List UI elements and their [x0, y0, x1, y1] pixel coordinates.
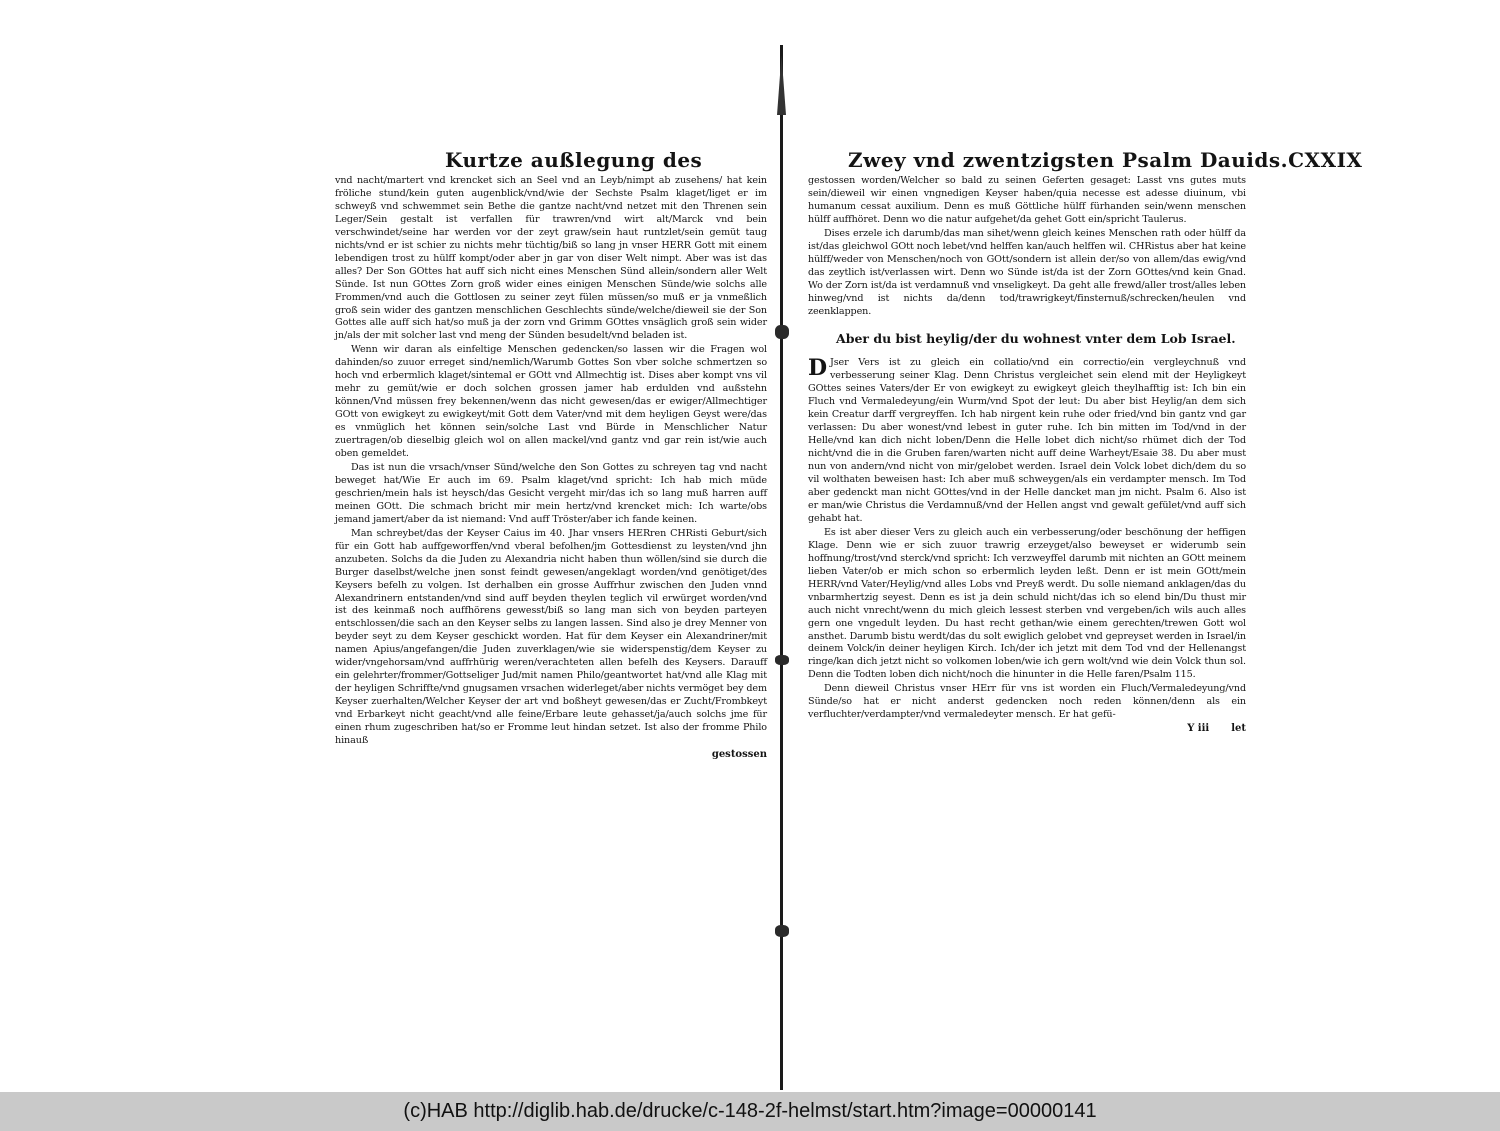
book-gutter — [775, 45, 789, 1090]
paragraph — [808, 357, 1246, 525]
paragraph: Denn dieweil Christus vnser HErr für vns ist worden ein Fluch/Vermaledeyung/vnd Sünde/so hat er nicht anderst gedencken noch reden können/denn als ein verfluchter/verdampter/vnd vermaledeyter mensch. Er hat gefü- — [808, 683, 1246, 721]
paragraph: Das ist nun die vrsach/vnser Sünd/welche den Son Gottes zu schreyen tag vnd nacht beweget hat/Wie Er auch im 69. Psalm klaget/vnd spricht: Ich hab mich müde geschrien/mein hals ist heysch/das Gesicht vergeht mir/das ich so lang muß harren auff meinen GOtt. Die schmach bricht mir mein hertz/vnd krencket mich: Ich warte/obs jemand jamert/aber da ist niemand: Vnd auff Tröster/aber ich fande keinen. — [335, 461, 767, 525]
right-page-body — [808, 175, 1246, 318]
paragraph: Man schreybet/das der Keyser Caius im 40. Jhar vnsers HERren CHRisti Geburt/sich für ein Gott hab auffgeworffen/vnd vberal befolhen/jm Gottesdienst zu leysten/vnd jhn anzubeten. Solchs da die Juden zu Alexandria nicht haben thun wöllen/sind sie durch die Burger daselbst/welche jnen sonst feindt gewesen/angeklagt worden/vnd genötiget/des Keysers befelh zu volgen. Ist derhalben ein grosse Auffrhur zwischen den Juden vnnd Alexandrinern entstanden/vnd sind auff beyden theylen teglich vil erwürget worden/vnd ist des keinmaß noch auffhörens gewesst/biß so lang man sich von beyden parteyen entschlossen/die sach an den Keyser selbs zu langen lassen. Sind also je drey Menner von beyder seyt zu dem Keyser geschickt worden. Hat für dem Keyser ein Alexandriner/mit namen Apius/angefangen/die Juden zuverklagen/wie sie widerspenstig/dem Keyser zu wider/vngehorsam/vnd auffrhürig weren/verachteten allen befelh des Keysers. Darauff ein gelehrter/frommer/Gottseliger Jud/mit namen Philo/geantwortet hat/vnd alle Klag mit der heyligen Schriffte/vnd gnugsamen vrsachen widerleget/aber nichts vermöget bey dem Keyser zuerhalten/Welcher Keyser der art vnd boßheyt gewesen/das er Zucht/Frombkeyt vnd Erbarkeyt nicht geacht/vnd alle feine/Erbare leute gehasset/ja/auch solchs jme für einen rhum zugeschriben hat/so er Fromme leut hindan setzet. Ist also der fromme Philo hinauß — [335, 527, 767, 746]
left-catchword: gestossen — [711, 748, 767, 760]
paragraph: vnd nacht/martert vnd krencket sich an Seel vnd an Leyb/nimpt ab zusehens/ hat kein fröliche stund/kein guten augenblick/vnd/wie der Sechste Psalm klaget/liget er im schweyß vnd schwemmet sein Bethe die gantze nacht/vnd netzet mit den Threnen sein Leger/Sein gestalt ist verfallen für trawren/vnd wirt alt/Marck vnd bein verschwindet/seine har werden vor der zeyt graw/sein haut runtzlet/sein gemüt taug nichts/vnd er ist schier zu nichts mehr tüchtig/biß so lang jn vnser HERR Gott mit einem lebendigen trost zu hülff kompt/oder aber jn gar von diser Welt nimpt. Aber was ist das alles? Der Son GOttes hat auff sich nicht eines Menschen Sünd allein/sondern aller Welt Sünde. Ist nun GOttes Zorn groß wider eines einigen Menschen Sünde/wie solchs alle Frommen/vnd auch die Gottlosen zu seiner zeyt fülen müssen/so muß er ja vnmeßlich groß sein wider des gantzen menschlichen Geschlechts sünde/welche/dieweil sie der Son Gottes alle auff sich hat/so muß ja der zorn vnd Grimm GOttes vnsäglich groß sein wider jn/als der mit solcher last vnd meng der Sünden besudelt/vnd beladen ist. — [335, 175, 767, 342]
gutter-mark — [775, 925, 789, 937]
verse-heading: Aber du bist heylig/der du wohnest vnter dem Lob Israel. — [836, 331, 1236, 347]
paragraph: gestossen worden/Welcher so bald zu seinen Geferten gesaget: Lasst vns gutes muts sein/dieweil wir einen vngnedigen Keyser haben/quia necesse est adesse diuinum, vbi humanum cessat auxilium. Denn es muß Göttliche hülff fürhanden sein/wenn menschen hülff auffhöret. Denn wo die natur aufgehet/da gehet Gott ein/spricht Taulerus. — [808, 175, 1246, 225]
copyright-footer — [0, 1092, 1500, 1131]
paragraph-text: Jser Vers ist zu gleich ein collatio/vnd ein correctio/ein vergleychnuß vnd verbesserung seiner Klag. Denn Christus vergleichet sein elend mit der Heyligkeyt GOttes seines Vaters/der Er von ewigkeyt zu ewigkeyt gleich theylhafftig ist: Ich bin ein Fluch vnd Vermaledeyung/ein Wurm/vnd Spot der leut: Du aber bist Heylig/an dem sich kein Creatur darff vergreyffen. Ich hab nirgent kein ruhe oder fried/vnd bin gantz vnd gar verlassen: Du aber wonest/vnd lebest in guter ruhe. Ich bin mitten im Tod/vnd in der Helle/vnd kan dich nicht loben/Denn die Helle lobet dich nicht/so rhümet dich der Tod nicht/vnd die in die Gruben faren/warten nicht auff deine Warheyt/Esaie 38. Du aber must nun von andern/vnd nicht von mir/gelobet werden. Israel dein Volck lobet dich/dem du so vil wolthaten beweisen hast: Ich aber muß schweygen/als ein verdampter mensch. Im Tod aber gedenckt man nicht GOttes/vnd in der Helle dancket man jm nicht. Psalm 6. Also ist er man/wie Christus die Verdamnuß/vnd der Hellen angst vnd gewalt gefület/vnd auff sich gehabt hat. — [808, 357, 1246, 524]
right-running-head — [808, 145, 1363, 175]
left-running-head: Kurtze außlegung des — [445, 148, 703, 172]
right-running-head-title: Zwey vnd zwentzigsten Psalm Dauids. — [848, 148, 1289, 172]
copyright-text: (c)HAB http://diglib.hab.de/drucke/c-148-2f-helmst/start.htm?image=00000141 — [403, 1100, 1097, 1122]
folio-number: CXXIX — [1288, 148, 1363, 172]
left-page-body — [335, 175, 767, 748]
right-page — [808, 145, 1363, 736]
right-catchword: let — [1231, 723, 1246, 735]
drop-initial: D — [808, 355, 827, 382]
gutter-shadow — [777, 55, 786, 115]
paragraph: Es ist aber dieser Vers zu gleich auch ein verbesserung/oder beschönung der heffigen Klage. Denn wie er sich zuuor trawrig erzeyget/also beweyset er widerumb sein hoffnung/trost/vnd sterck/vnd spricht: Ich verzweyffel darumb mit nichten an GOtt meinem lieben Vater/ob er mich schon so erbermlich leyden leßt. Denn er ist mein GOtt/mein HERR/vnd Vater/Heylig/vnd alles Lobs vnd Preyß werdt. Du solle niemand anklagen/das du vnbarmhertzig seyest. Denn es ist ja dein schuld nicht/das ich so elend bin/Du thust mir auch nicht vnrecht/wenn du mich gleich lessest sterben vnd vergeben/ich wils auch alles gern one vngedult leyden. Du hast recht gethan/wie einem gerechten/trewen Gott wol ansthet. Darumb bistu werdt/das du solt ewiglich gelobet vnd gepreyset werden in Israel/in deinem Volck/in deiner heyligen Kirch. Ich/der ich jetzt mit dem Tod vnd der Hellenangst ringe/kan dich jetzt nicht so volkomen loben/wie ich gern wolt/vnd wie dein Volck thun sol. Denn die Todten loben dich nicht/noch die hinunter in die Helle faren/Psalm 115. — [808, 526, 1246, 681]
right-page-foot — [808, 722, 1246, 736]
paragraph: Wenn wir daran als einfeltige Menschen gedencken/so lassen wir die Fragen wol dahinden/so zuuor erreget sind/nemlich/Warumb Gottes Son vber solche schmertzen so hoch vnd erbermlich klaget/sintemal er GOtt vnd Allmechtig ist. Dises aber kompt vns vil mehr zu gemüt/wie er doch solchen grossen jamer hab erdulden vnd außstehn können/Vnd müssen frey bekennen/wenn das nicht gewesen/das er ewiger/Allmechtiger GOtt von ewigkeyt zu ewigkeyt/mit Gott dem Vater/vnd mit dem heyligen Geyst were/das es vnmüglich het können sein/solche Last vnd Bürde in Menschlicher Natur zuertragen/ob dieselbig gleich wol on allen mackel/vnd gantz vnd gar rein ist/wie auch oben gemeldet. — [335, 344, 767, 460]
paragraph: Dises erzele ich darumb/das man sihet/wenn gleich keines Menschen rath oder hülff da ist/das gleichwol GOtt noch lebet/vnd helffen kan/auch helffen wil. CHRistus aber hat keine hülff/weder von Menschen/noch von GOtt/sondern ist allein der/so von allem/das ewig/vnd das zeytlich ist/verlassen wirt. Denn wo Sünde ist/da ist der Zorn GOttes/vnd kein Gnad. Wo der Zorn ist/da ist verdamnuß vnd vnseligkeyt. Da geht alle frewd/aller trost/alles leben hinweg/vnd ist nichts da/denn tod/trawrigkeyt/finsternuß/schrecken/heulen vnd zeenklappen. — [808, 227, 1246, 317]
right-page-commentary — [808, 357, 1246, 722]
signature-mark: Y iii — [1187, 723, 1210, 735]
gutter-mark — [775, 655, 789, 665]
gutter-mark — [775, 325, 789, 339]
left-page — [335, 145, 767, 762]
